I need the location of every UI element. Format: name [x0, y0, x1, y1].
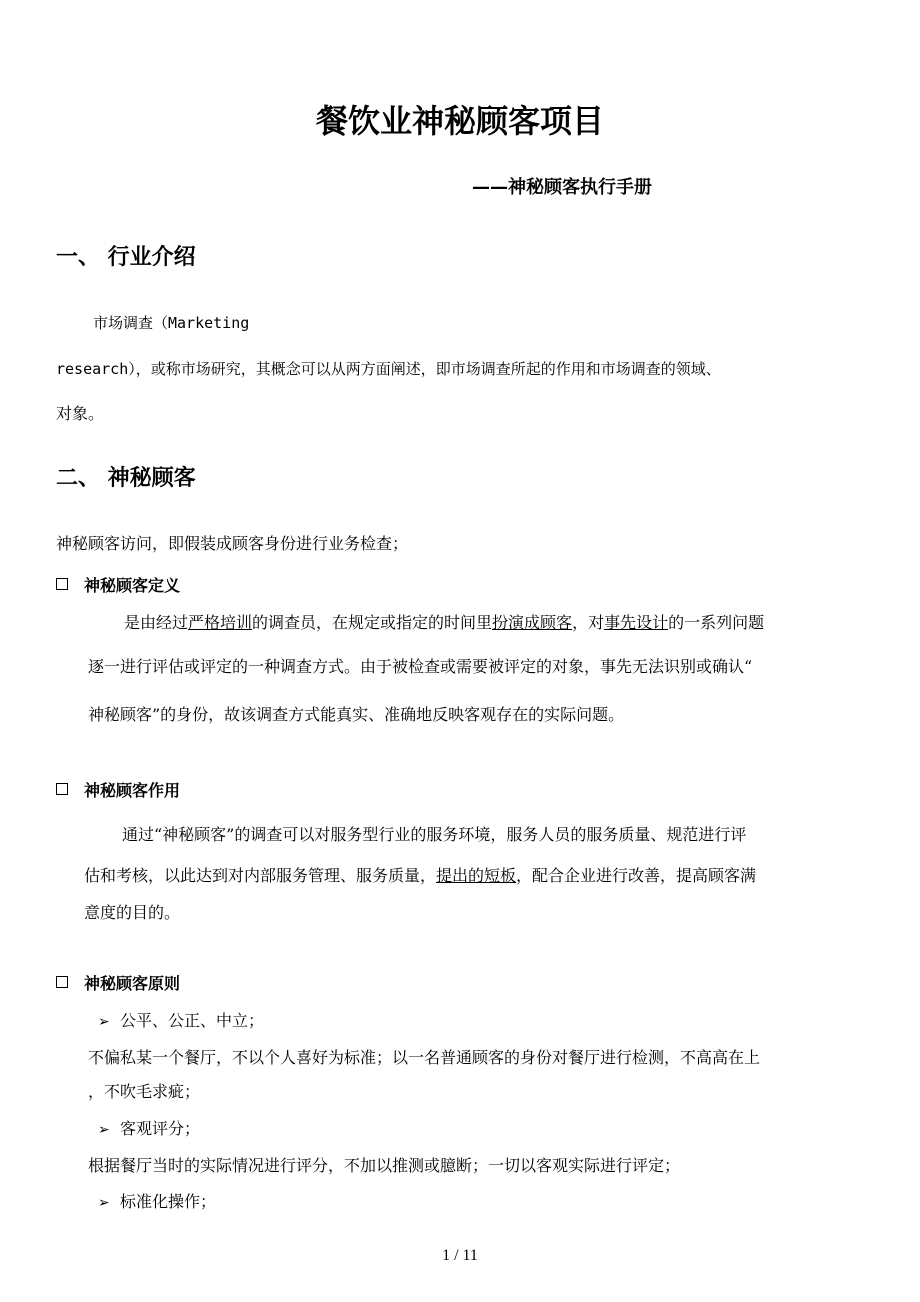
text: ，配合企业进行改善，提高顾客满	[516, 866, 757, 885]
subheading-label: 神秘顾客定义	[84, 576, 181, 595]
checkbox-bullet-icon	[56, 578, 68, 590]
function-line-3: 意度的目的。	[84, 903, 181, 922]
arrow-bullet-icon: ➢	[98, 1122, 110, 1138]
principle-desc: 不偏私某一个餐厅，不以个人喜好为标准；以一名普通顾客的身份对餐厅进行检测，不高高在上	[88, 1048, 761, 1067]
section-heading-industry: 一、 行业介绍	[56, 245, 196, 270]
document-subtitle: ——神秘顾客执行手册	[472, 177, 652, 198]
paragraph-line: 对象。	[56, 404, 105, 423]
paragraph-line	[56, 358, 721, 379]
text: 是由经过	[124, 613, 189, 632]
principle-item	[98, 1116, 200, 1139]
text: 估和考核，以此达到对内部服务管理、服务质量，	[84, 866, 437, 885]
text: 的调查员，在规定或指定的时间里	[252, 613, 493, 632]
subheading-definition	[56, 573, 180, 596]
underlined-text: 事先设计	[604, 613, 669, 632]
principle-item	[98, 1189, 216, 1212]
subheading-label: 神秘顾客作用	[84, 781, 181, 800]
underlined-text: 扮演成顾客	[492, 613, 573, 632]
function-line-2	[84, 863, 756, 886]
checkbox-bullet-icon	[56, 976, 68, 988]
text: ，对	[572, 613, 605, 632]
section-intro: 神秘顾客访问，即假装成顾客身份进行业务检查；	[56, 534, 409, 553]
underlined-text: 严格培训	[188, 613, 253, 632]
subheading-label: 神秘顾客原则	[84, 974, 181, 993]
arrow-bullet-icon: ➢	[98, 1014, 110, 1030]
definition-line-1	[124, 610, 764, 633]
function-line-1: 通过“神秘顾客”的调查可以对服务型行业的服务环境，服务人员的服务质量、规范进行评	[122, 825, 747, 844]
principle-title: 公平、公正、中立；	[120, 1011, 265, 1030]
definition-line-3: 神秘顾客”的身份，故该调查方式能真实、准确地反映客观存在的实际问题。	[88, 705, 625, 724]
text: 的一系列问题	[668, 613, 765, 632]
underlined-text: 提出的短板	[436, 866, 517, 885]
paragraph-line: 市场调查（Marketing	[93, 314, 250, 332]
subheading-function	[56, 778, 180, 801]
paragraph-text: research），或称市场研究，其概念可以从两方面阐述，即市场调查所起的作用和市场调查的领域、	[56, 360, 721, 378]
checkbox-bullet-icon	[56, 783, 68, 795]
arrow-bullet-icon: ➢	[98, 1195, 110, 1211]
principle-desc: 根据餐厅当时的实际情况进行评分，不加以推测或臆断；一切以客观实际进行评定；	[88, 1156, 681, 1175]
document-title: 餐饮业神秘顾客项目	[315, 102, 604, 140]
page-number: 1 / 11	[442, 1247, 478, 1264]
principle-title: 标准化操作；	[120, 1192, 217, 1211]
definition-line-2: 逐一进行评估或评定的一种调查方式。由于被检查或需要被评定的对象，事先无法识别或确认“	[88, 657, 753, 676]
principle-desc: ，不吹毛求疵；	[88, 1082, 201, 1101]
section-heading-mystery-shopper: 二、 神秘顾客	[56, 466, 196, 491]
subheading-principles	[56, 971, 180, 994]
principle-item	[98, 1008, 264, 1031]
principle-title: 客观评分；	[120, 1119, 201, 1138]
